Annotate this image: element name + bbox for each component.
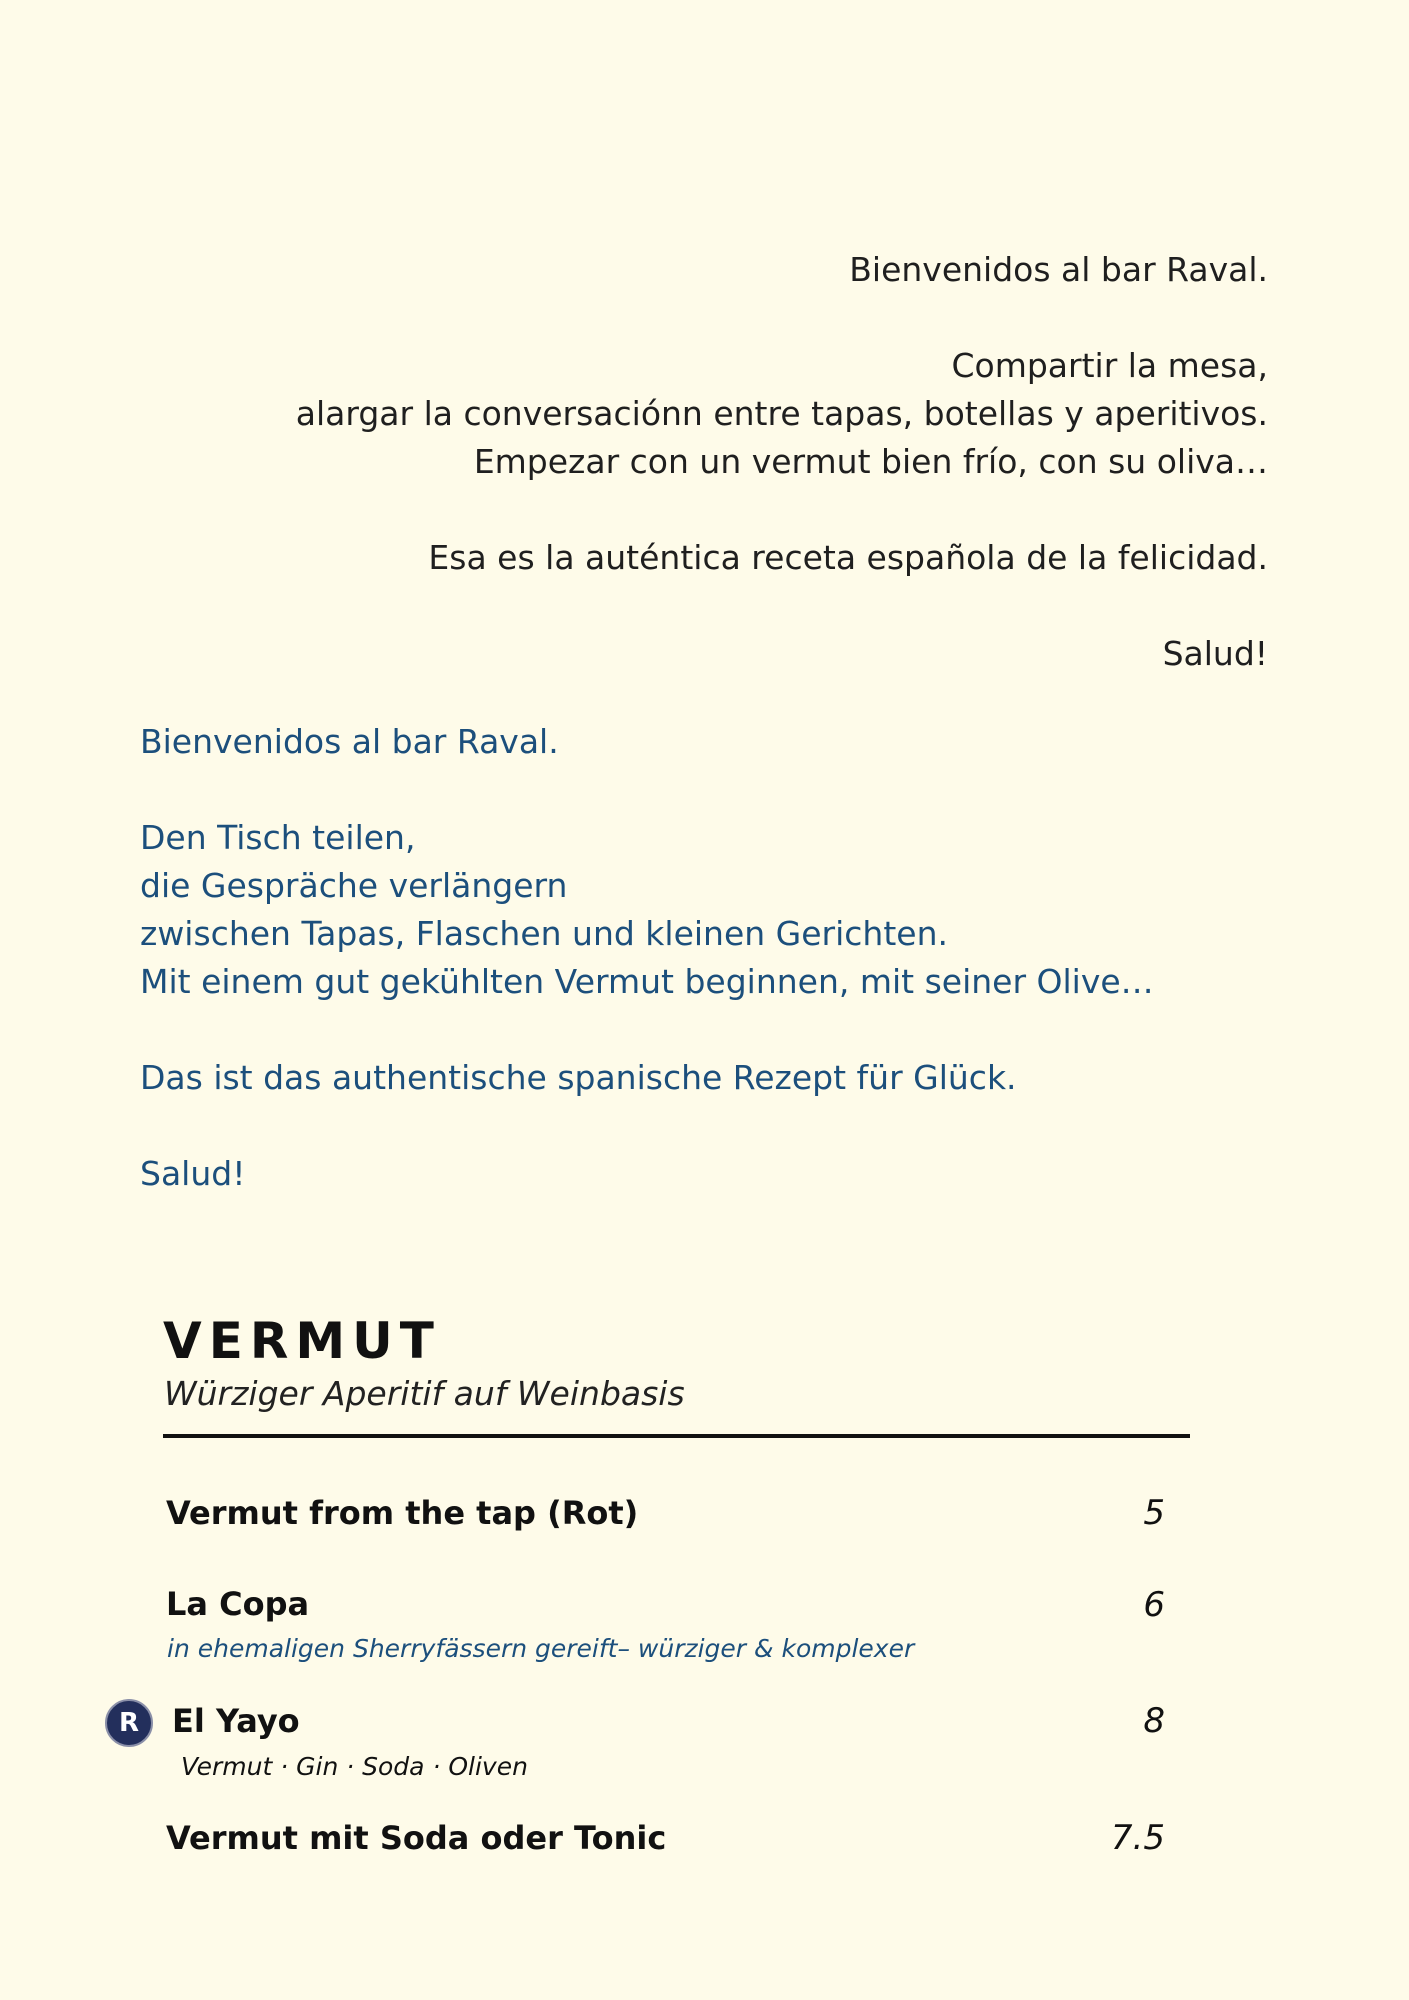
- intro-de-line: Salud!: [140, 1154, 246, 1193]
- intro-es-line: Bienvenidos al bar Raval.: [849, 250, 1268, 289]
- menu-item-price: 6: [1143, 1585, 1165, 1625]
- menu-item-name: Vermut from the tap (Rot): [166, 1494, 639, 1532]
- section-title: VERMUT: [163, 1312, 441, 1370]
- menu-item-name: La Copa: [166, 1585, 310, 1623]
- menu-item-name: Vermut mit Soda oder Tonic: [166, 1819, 667, 1857]
- raval-logo-badge-icon: [105, 1699, 153, 1747]
- menu-item-price: 8: [1143, 1701, 1165, 1741]
- intro-spanish: [140, 246, 1268, 678]
- section-subtitle: Würziger Aperitif auf Weinbasis: [164, 1374, 685, 1413]
- intro-de-line: zwischen Tapas, Flaschen und kleinen Gerichten.: [140, 914, 948, 953]
- intro-de-line: die Gespräche verlängern: [140, 866, 568, 905]
- section-divider: [163, 1434, 1190, 1438]
- intro-es-line: Salud!: [1162, 634, 1268, 673]
- intro-es-line: Compartir la mesa,: [951, 346, 1268, 385]
- badge-letter: R: [118, 1708, 140, 1738]
- menu-item-description: Vermut · Gin · Soda · Oliven: [181, 1752, 528, 1781]
- intro-de-line: Das ist das authentische spanische Rezept für Glück.: [140, 1058, 1017, 1097]
- menu-item-name: El Yayo: [172, 1702, 300, 1740]
- intro-es-line: alargar la conversaciónn entre tapas, botellas y aperitivos.: [295, 394, 1268, 433]
- intro-es-line: Empezar con un vermut bien frío, con su oliva…: [473, 442, 1268, 481]
- menu-item-price: 7.5: [1110, 1818, 1165, 1858]
- menu-item-description: in ehemaligen Sherryfässern gereift– würziger & komplexer: [167, 1634, 915, 1663]
- menu-item-price: 5: [1143, 1493, 1165, 1533]
- intro-german: [140, 718, 1268, 1198]
- intro-de-line: Bienvenidos al bar Raval.: [140, 722, 559, 761]
- intro-de-line: Den Tisch teilen,: [140, 818, 416, 857]
- intro-es-line: Esa es la auténtica receta española de la felicidad.: [428, 538, 1268, 577]
- intro-de-line: Mit einem gut gekühlten Vermut beginnen, mit seiner Olive…: [140, 962, 1154, 1001]
